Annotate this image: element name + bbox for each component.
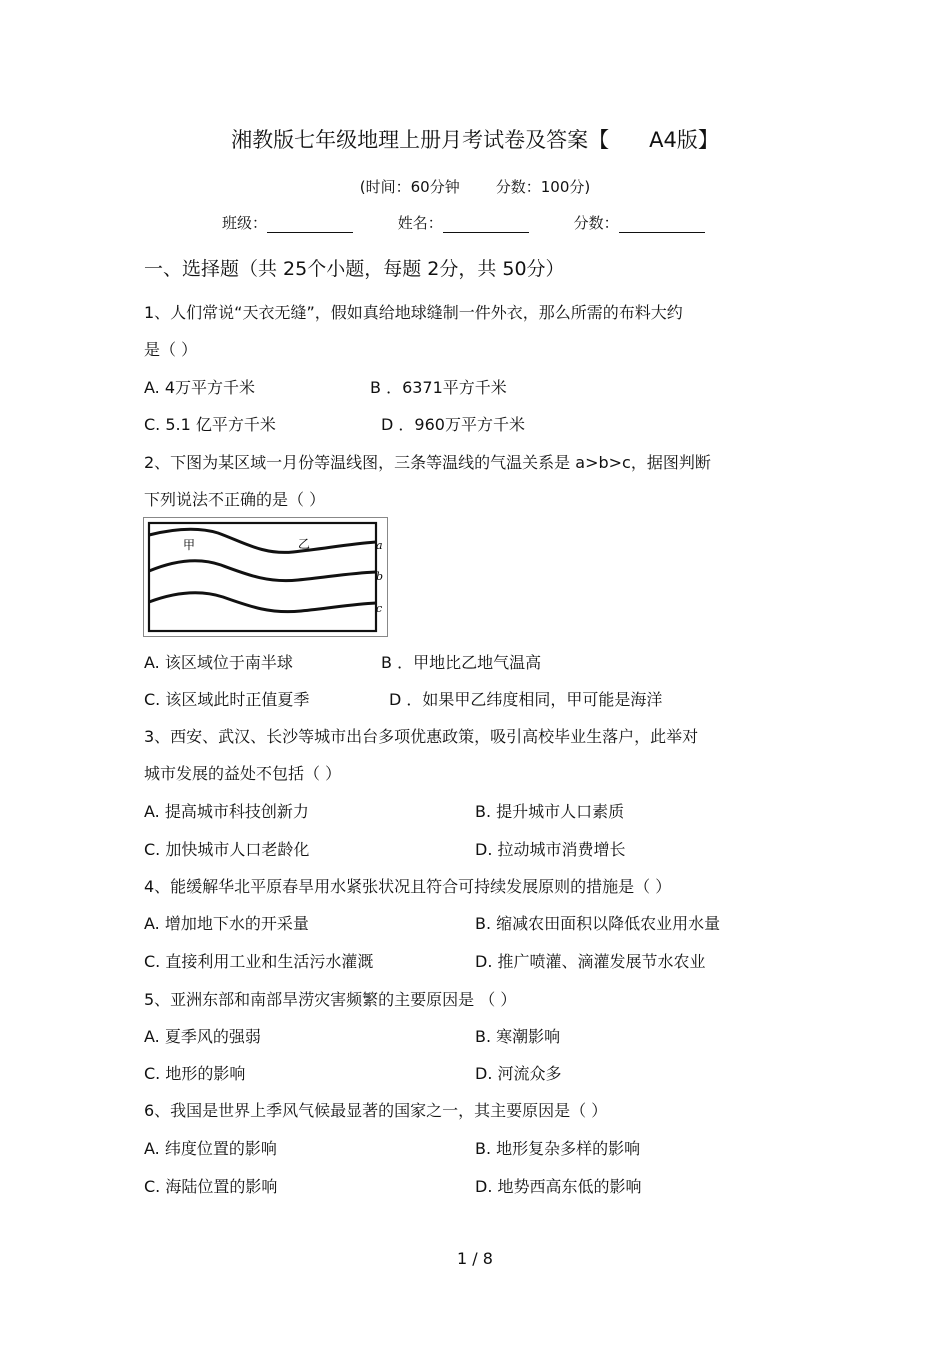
q1-stem-line1: 1、人们常说“天衣无缝”，假如真给地球缝制一件外衣，那么所需的布料大约 <box>144 303 683 322</box>
q3-stem-line1: 3、西安、武汉、长沙等城市出台多项优惠政策，吸引高校毕业生落户，此举对 <box>144 727 699 746</box>
q4-option-b: B. 缩减农田面积以降低农业用水量 <box>475 914 721 933</box>
label-jia: 甲 <box>183 538 196 552</box>
name-label: 姓名： <box>397 214 443 232</box>
q3-stem-line2: 城市发展的益处不包括（ ） <box>144 764 342 783</box>
q6-option-a: A. 纬度位置的影响 <box>144 1139 277 1158</box>
exam-total-score: 分数：100分) <box>495 178 591 196</box>
q6-option-c: C. 海陆位置的影响 <box>144 1177 278 1196</box>
q5-stem-line1: 5、亚洲东部和南部旱涝灾害频繁的主要原因是 （ ） <box>144 990 517 1009</box>
q4-option-a: A. 增加地下水的开采量 <box>144 914 309 933</box>
label-b: b <box>376 570 384 583</box>
q5-option-b: B. 寒潮影响 <box>475 1027 561 1046</box>
figure-outer-frame <box>144 518 388 637</box>
q1-option-b: B ．6371平方千米 <box>370 378 507 397</box>
q5-option-a: A. 夏季风的强弱 <box>144 1027 261 1046</box>
q4-option-c: C. 直接利用工业和生活污水灌溉 <box>144 952 374 971</box>
title-version: A4版】 <box>649 128 719 152</box>
q2-option-b: B ．甲地比乙地气温高 <box>381 653 542 672</box>
student-fields <box>222 212 705 233</box>
isotherm-figure <box>143 517 388 637</box>
page-title <box>0 124 950 154</box>
score-blank <box>619 218 705 233</box>
q2-option-c: C. 该区域此时正值夏季 <box>144 690 310 709</box>
q1-option-c: C. 5.1 亿平方千米 <box>144 415 276 434</box>
q2-stem-line1: 2、下图为某区域一月份等温线图，三条等温线的气温关系是 a>b>c，据图判断 <box>144 453 711 472</box>
q1-stem-line2: 是（ ） <box>144 340 198 359</box>
q6-option-d: D. 地势西高东低的影响 <box>475 1177 642 1196</box>
name-blank <box>443 218 529 233</box>
q4-stem-line1: 4、能缓解华北平原春旱用水紧张状况且符合可持续发展原则的措施是（ ） <box>144 877 672 896</box>
q2-option-a: A. 该区域位于南半球 <box>144 653 293 672</box>
q5-option-d: D. 河流众多 <box>475 1064 562 1083</box>
q2-option-d: D ．如果甲乙纬度相同，甲可能是海洋 <box>389 690 663 709</box>
page-number: 1 / 8 <box>457 1249 493 1268</box>
class-label: 班级： <box>222 214 268 232</box>
label-c: c <box>376 602 383 615</box>
class-blank <box>267 218 353 233</box>
exam-meta <box>0 176 950 197</box>
q1-option-a: A. 4万平方千米 <box>144 378 256 397</box>
label-a: a <box>376 539 383 552</box>
q5-option-c: C. 地形的影响 <box>144 1064 246 1083</box>
label-yi: 乙 <box>298 537 311 551</box>
q2-stem-line2: 下列说法不正确的是（ ） <box>144 490 326 509</box>
q3-option-b: B. 提升城市人口素质 <box>475 802 625 821</box>
score-label: 分数： <box>573 214 619 232</box>
title-main: 湘教版七年级地理上册月考试卷及答案【 <box>231 128 610 152</box>
section-heading: 一、选择题（共 25个小题，每题 2分，共 50分） <box>144 258 565 280</box>
q1-option-d: D ．960万平方千米 <box>381 415 525 434</box>
q3-option-d: D. 拉动城市消费增长 <box>475 840 626 859</box>
q4-option-d: D. 推广喷灌、滴灌发展节水农业 <box>475 952 706 971</box>
q3-option-a: A. 提高城市科技创新力 <box>144 802 309 821</box>
q6-stem-line1: 6、我国是世界上季风气候最显著的国家之一，其主要原因是（ ） <box>144 1101 608 1120</box>
exam-time: (时间：60分钟 <box>359 178 460 196</box>
q3-option-c: C. 加快城市人口老龄化 <box>144 840 310 859</box>
q6-option-b: B. 地形复杂多样的影响 <box>475 1139 641 1158</box>
